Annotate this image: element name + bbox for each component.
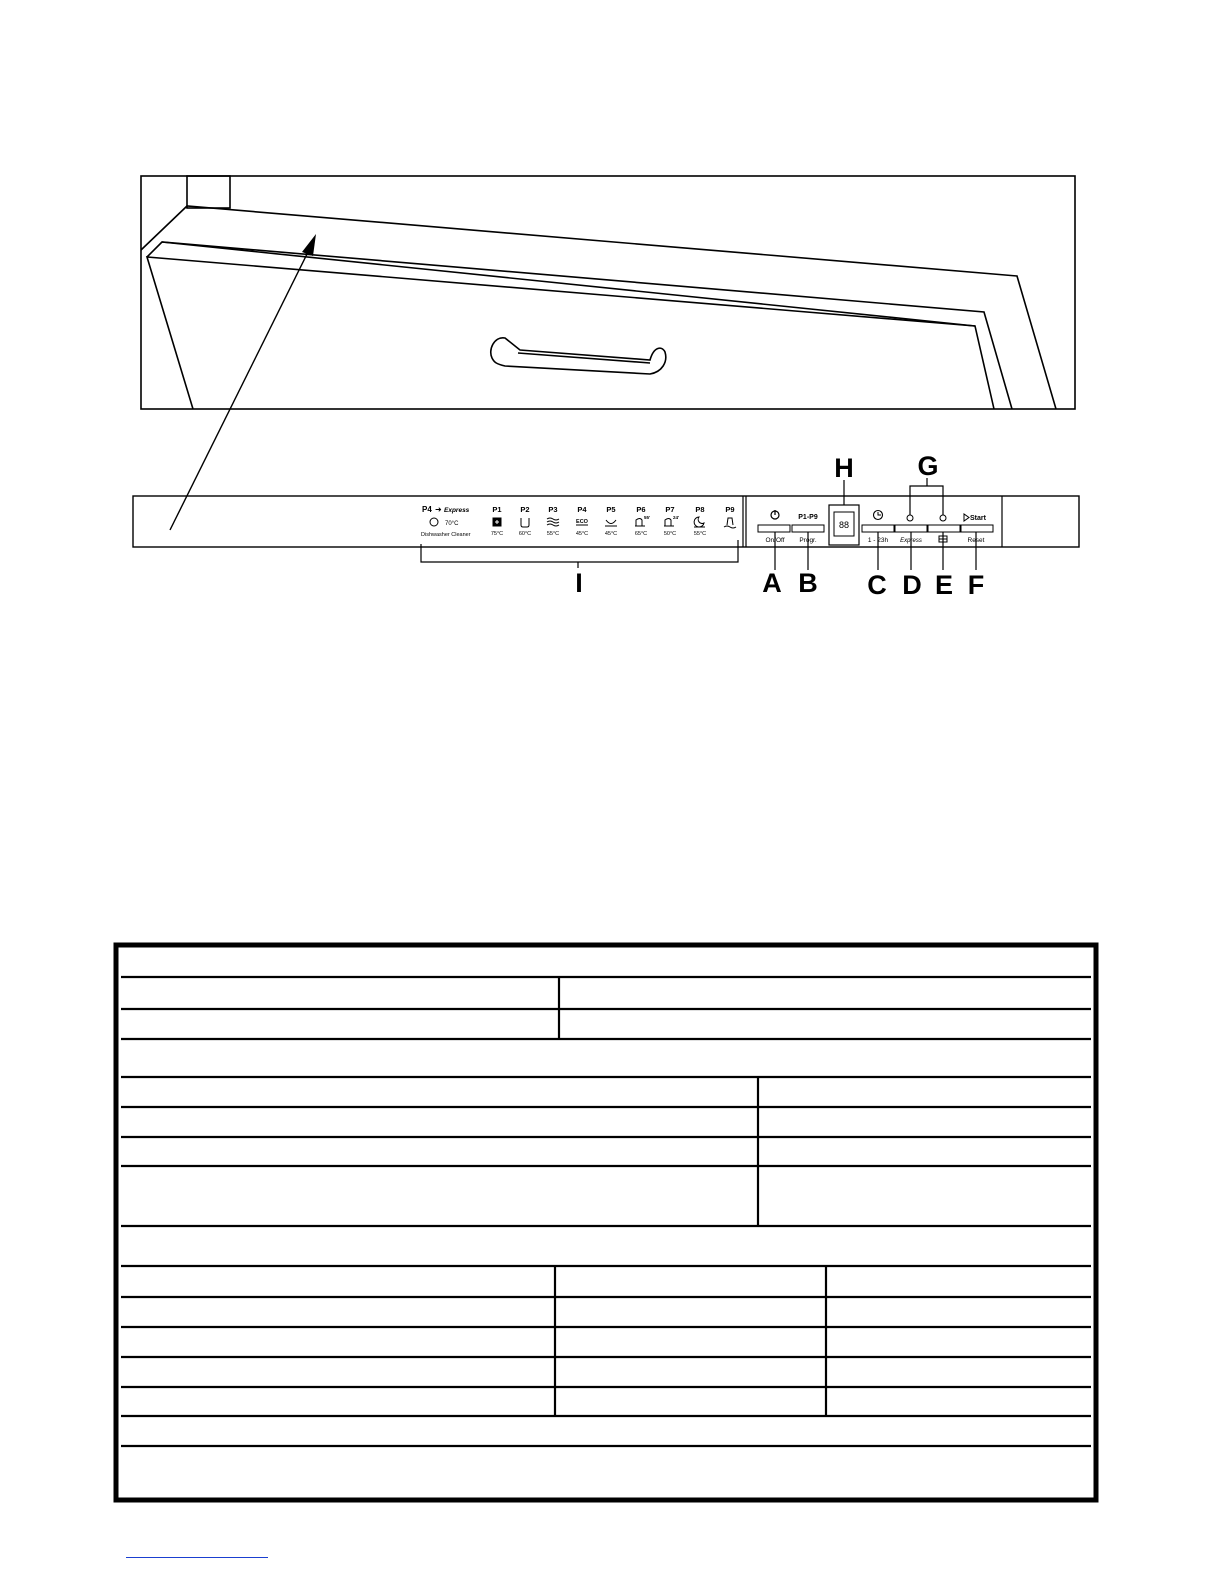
program-temp: 65°C bbox=[634, 531, 648, 537]
program-range-label: P1-P9 bbox=[798, 514, 818, 521]
callout-g: G bbox=[917, 451, 939, 481]
halfload-button[interactable] bbox=[928, 525, 960, 532]
rapid-icon bbox=[635, 515, 650, 526]
halfload-indicator-light bbox=[940, 515, 946, 521]
door-frame bbox=[141, 176, 1075, 409]
cleaner-label: Dishwasher Cleaner bbox=[421, 532, 471, 538]
program-code: P2 bbox=[520, 505, 530, 514]
program-temp: 75°C bbox=[490, 531, 504, 537]
cleaner-block bbox=[421, 505, 471, 538]
footer-link-underline[interactable] bbox=[126, 1557, 268, 1558]
callout-e: E bbox=[934, 570, 954, 600]
program-temp: 60°C bbox=[518, 531, 532, 537]
callout-f: F bbox=[967, 570, 985, 600]
eco-icon bbox=[576, 519, 589, 525]
start-label: Start bbox=[970, 515, 986, 522]
program-p3 bbox=[547, 505, 559, 537]
callout-i: I bbox=[575, 568, 583, 598]
program-p7 bbox=[664, 505, 679, 537]
rinse-icon bbox=[724, 518, 736, 528]
program-p1 bbox=[491, 505, 503, 537]
door-illustration bbox=[141, 176, 1075, 409]
program-code: P7 bbox=[665, 505, 675, 514]
program-temp: 50°C bbox=[663, 531, 677, 537]
callout-d: D bbox=[902, 570, 922, 600]
program-code: P3 bbox=[548, 505, 558, 514]
program-label: Progr. bbox=[799, 537, 817, 544]
program-p9 bbox=[724, 505, 736, 528]
program-temp: 55°C bbox=[693, 531, 707, 537]
start-play-icon bbox=[964, 514, 969, 521]
program-p5 bbox=[605, 505, 617, 537]
callout-leaders bbox=[775, 478, 976, 570]
control-panel bbox=[133, 451, 1079, 600]
controls-area bbox=[758, 505, 993, 545]
program-temp: 55°C bbox=[546, 531, 560, 537]
program-temp: 45°C bbox=[575, 531, 589, 537]
cleaner-fan-icon bbox=[430, 518, 438, 526]
pot-icon bbox=[521, 518, 529, 527]
start-reset-button[interactable] bbox=[961, 525, 993, 532]
cleaner-program: P4 bbox=[422, 505, 432, 514]
callout-b: B bbox=[798, 568, 818, 598]
door-top-edge bbox=[141, 206, 1056, 409]
program-code: P5 bbox=[606, 505, 616, 514]
program-icon-text: 55' bbox=[644, 515, 651, 520]
program-p4 bbox=[576, 505, 589, 537]
door-lip-line bbox=[162, 242, 975, 326]
program-icon-text: ECO bbox=[576, 519, 588, 525]
cleaner-temp: 70°C bbox=[445, 521, 459, 527]
program-icon-text: 24' bbox=[673, 515, 680, 520]
display-digits: 88 bbox=[838, 520, 850, 530]
program-button[interactable] bbox=[792, 525, 824, 532]
express-indicator-light bbox=[907, 515, 913, 521]
cup-icon bbox=[605, 520, 617, 526]
delay-button[interactable] bbox=[862, 525, 894, 532]
intensive-pot-icon bbox=[493, 518, 501, 526]
rapid-icon bbox=[664, 515, 679, 526]
express-label: Express bbox=[900, 538, 922, 544]
empty-table bbox=[116, 945, 1096, 1500]
callout-c: C bbox=[867, 570, 887, 600]
pointer-arrow bbox=[170, 234, 316, 530]
express-button[interactable] bbox=[895, 525, 927, 532]
reset-label: Reset bbox=[967, 537, 985, 544]
program-p8 bbox=[694, 505, 706, 537]
program-list bbox=[491, 505, 736, 537]
program-code: P1 bbox=[492, 505, 502, 514]
program-temp: 45°C bbox=[604, 531, 618, 537]
program-p6 bbox=[635, 505, 650, 537]
program-code: P6 bbox=[636, 505, 646, 514]
cleaner-express-label: Express bbox=[444, 507, 470, 514]
program-code: P9 bbox=[725, 505, 735, 514]
door-handle bbox=[491, 338, 666, 374]
cleaner-arrow-icon: ➜ bbox=[435, 505, 442, 514]
callout-a: A bbox=[762, 568, 782, 598]
onoff-button[interactable] bbox=[758, 525, 790, 532]
delay-label: 1 - 23h bbox=[867, 537, 889, 544]
night-icon bbox=[694, 517, 705, 527]
callout-h: H bbox=[834, 453, 854, 483]
program-code: P4 bbox=[577, 505, 587, 514]
onoff-label: On/Off bbox=[765, 537, 785, 544]
program-p2 bbox=[519, 505, 531, 537]
programs-bracket bbox=[421, 540, 738, 568]
program-code: P8 bbox=[695, 505, 705, 514]
door-corner-block bbox=[187, 176, 230, 208]
steam-waves-icon bbox=[547, 518, 559, 526]
door-front-edge bbox=[147, 257, 994, 409]
